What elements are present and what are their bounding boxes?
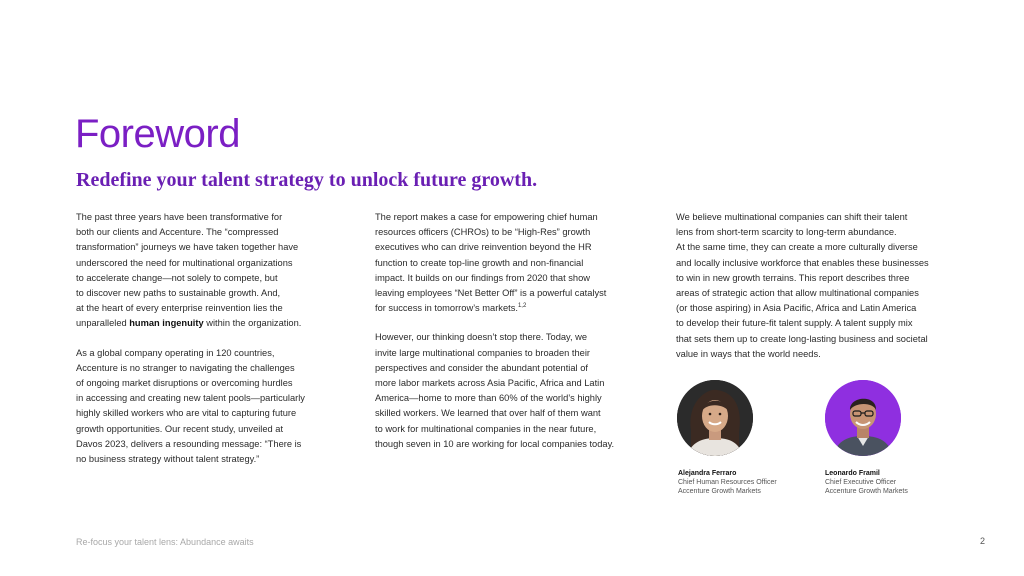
paragraph [76, 346, 356, 468]
text-line: (or those aspiring) in Asia Pacific, Africa and Latin America [676, 303, 917, 314]
text-span: within the organization. [203, 318, 302, 329]
text-line: Accenture is no stranger to navigating the challenges [76, 362, 295, 373]
text-line: America—home to more than 60% of the world’s highly [375, 393, 602, 404]
text-line: perspectives and consider the abundant potential of [375, 362, 588, 373]
person-caption [678, 469, 777, 496]
text-line: though seven in 10 are working for local companies today. [375, 438, 615, 449]
page-number: 2 [980, 536, 986, 546]
text-line: function to create top-line growth and non-financial [375, 257, 584, 268]
person-company: Accenture Growth Markets [678, 488, 761, 495]
text-line: However, our thinking doesn’t stop there. Today, we [375, 332, 588, 343]
paragraph [375, 330, 645, 452]
text-line: both our clients and Accenture. The “compressed [76, 227, 279, 238]
paragraph [375, 210, 645, 316]
paragraph [676, 210, 961, 362]
text-line: leaving employees “Net Better Off” is a powerful catalyst [375, 288, 607, 299]
footnote-reference[interactable]: 1,2 [517, 303, 527, 310]
text-line: that sets them up to create long-lasting business and societal [676, 333, 928, 344]
text-line: We believe multinational companies can shift their talent [676, 212, 908, 222]
text-line: to discover new paths to sustainable growth. And, [76, 288, 281, 299]
text-line: At the same time, they can create a more culturally diverse [676, 242, 918, 253]
portrait-illustration [677, 380, 753, 456]
text-line: resources officers (CHROs) to be “High-Res” growth [375, 227, 591, 238]
text-line: no business strategy without talent strategy.” [76, 454, 260, 465]
text-line: impact. It builds on our findings from 2020 that show [375, 272, 590, 283]
text-column-3 [676, 210, 961, 376]
text-line: to work for multinational companies in the near future, [375, 423, 597, 434]
avatar-leonardo-framil [825, 380, 901, 456]
person-title: Chief Executive Officer [825, 479, 897, 486]
text-line: invite large multinational companies to broaden their [375, 347, 590, 358]
text-span: unparalleled [76, 318, 130, 329]
text-column-1 [76, 210, 356, 481]
text-line: executives who can drive reinvention beyond the HR [375, 242, 592, 253]
text-line: transformation” journeys we have taken together have [76, 242, 299, 253]
text-line: to accelerate change—not solely to compete, but [76, 272, 278, 283]
text-line: and locally inclusive workforce that enables these businesses [676, 257, 929, 268]
text-line: underscored the need for multinational organizations [76, 257, 293, 268]
text-line: As a global company operating in 120 countries, [76, 347, 275, 358]
person-company: Accenture Growth Markets [825, 488, 908, 495]
page-subtitle: Redefine your talent strategy to unlock future growth. [76, 169, 538, 191]
text-span: for success in tomorrow’s markets. [375, 303, 518, 314]
text-line: value in ways that the world needs. [676, 348, 821, 359]
text-line: growth opportunities. Our recent study, unveiled at [76, 423, 284, 434]
person-name: Leonardo Framil [825, 470, 880, 477]
text-line: areas of strategic action that allow multinational companies [676, 288, 919, 299]
text-column-2 [375, 210, 645, 466]
highlight-text: human ingenuity [129, 318, 204, 329]
portrait-illustration [825, 380, 901, 456]
text-line: more labor markets across Asia Pacific, Africa and Latin [375, 378, 605, 389]
page-title: Foreword [75, 112, 240, 156]
text-line: of ongoing market disruptions or overcoming hurdles [76, 378, 293, 389]
text-line: highly skilled workers who are vital to capturing future [76, 408, 297, 419]
paragraph [76, 210, 356, 332]
person-title: Chief Human Resources Officer [678, 479, 777, 486]
text-line: Davos 2023, delivers a resounding message: “There is [76, 438, 302, 449]
person-caption [825, 469, 908, 496]
text-line: at the heart of every enterprise reinvention lies the [76, 303, 283, 314]
text-line: The past three years have been transformative for [76, 212, 283, 222]
avatar-alejandra-ferraro [677, 380, 753, 456]
text-line [76, 316, 356, 331]
text-line: lens from short-term scarcity to long-term abundance. [676, 227, 897, 238]
text-line: The report makes a case for empowering chief human [375, 212, 598, 222]
text-line [375, 301, 645, 316]
text-line: to develop their future-fit talent supply. A talent supply mix [676, 318, 913, 329]
person-name: Alejandra Ferraro [678, 470, 737, 477]
footer-text: Re-focus your talent lens: Abundance awaits [76, 537, 254, 547]
text-line: skilled workers. We learned that over half of them want [375, 408, 601, 419]
text-line: in accessing and creating new talent pools—particularly [76, 393, 305, 404]
text-line: to win in new growth terrains. This report describes three [676, 272, 910, 283]
